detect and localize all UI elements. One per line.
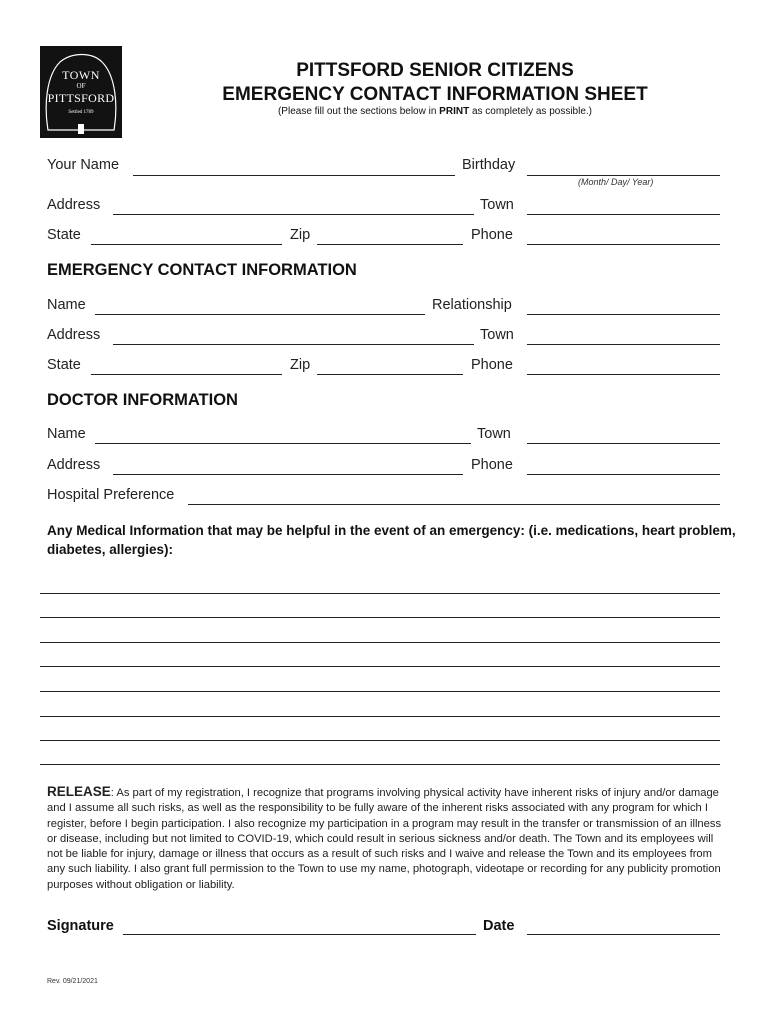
doctor-name-label: Name xyxy=(47,426,86,442)
emergency-state-label: State xyxy=(47,357,81,373)
phone-field[interactable] xyxy=(527,244,720,245)
zip-field[interactable] xyxy=(317,244,463,245)
doctor-heading: DOCTOR INFORMATION xyxy=(47,391,238,409)
medical-line-3[interactable] xyxy=(40,642,720,643)
form-title: PITTSFORD SENIOR CITIZENS xyxy=(296,60,574,81)
form-instructions: (Please fill out the sections below in PRINT as completely as possible.) xyxy=(277,106,593,117)
state-field[interactable] xyxy=(91,244,282,245)
emergency-zip-field[interactable] xyxy=(317,374,463,375)
zip-label: Zip xyxy=(290,227,311,243)
birthday-hint: (Month/ Day/ Year) xyxy=(578,177,654,187)
emergency-phone-label: Phone xyxy=(471,357,513,373)
emergency-address-field[interactable] xyxy=(113,344,474,345)
medical-line-2[interactable] xyxy=(40,617,720,618)
town-field[interactable] xyxy=(527,214,720,215)
medical-line-4[interactable] xyxy=(40,666,720,667)
emergency-zip-label: Zip xyxy=(290,357,311,373)
emergency-phone-field[interactable] xyxy=(527,374,720,375)
phone-label: Phone xyxy=(471,227,513,243)
medical-line-6[interactable] xyxy=(40,716,720,717)
doctor-address-label: Address xyxy=(47,457,101,473)
release-paragraph xyxy=(47,784,727,893)
emergency-town-field[interactable] xyxy=(527,344,720,345)
doctor-phone-label: Phone xyxy=(471,457,513,473)
relationship-field[interactable] xyxy=(527,314,720,315)
doctor-town-field[interactable] xyxy=(527,443,720,444)
state-label: State xyxy=(47,227,81,243)
address-label: Address xyxy=(47,197,101,213)
emergency-heading: EMERGENCY CONTACT INFORMATION xyxy=(47,261,357,279)
signature-label: Signature xyxy=(47,918,114,934)
town-logo xyxy=(40,46,122,138)
form-subtitle: EMERGENCY CONTACT INFORMATION SHEET xyxy=(222,84,648,105)
town-label: Town xyxy=(480,197,514,213)
medical-line-1[interactable] xyxy=(40,593,720,594)
medical-line-5[interactable] xyxy=(40,691,720,692)
logo-settled-text: Settled 1789 xyxy=(68,110,94,115)
emergency-name-label: Name xyxy=(47,297,86,313)
medical-line-8[interactable] xyxy=(40,764,720,765)
doctor-address-field[interactable] xyxy=(113,474,463,475)
emergency-address-label: Address xyxy=(47,327,101,343)
emergency-state-field[interactable] xyxy=(91,374,282,375)
date-field[interactable] xyxy=(527,934,720,935)
emergency-name-field[interactable] xyxy=(95,314,425,315)
hospital-field[interactable] xyxy=(188,504,720,505)
relationship-label: Relationship xyxy=(432,297,512,313)
revision-date: Rev. 09/21/2021 xyxy=(47,978,98,985)
doctor-phone-field[interactable] xyxy=(527,474,720,475)
release-label: RELEASE xyxy=(47,784,111,799)
date-label: Date xyxy=(483,918,515,934)
logo-pittsford-text: PITTSFORD xyxy=(47,91,115,105)
birthday-field[interactable] xyxy=(527,175,720,176)
doctor-name-field[interactable] xyxy=(95,443,471,444)
doctor-town-label: Town xyxy=(477,426,511,442)
medical-question: Any Medical Information that may be helpful in the event of an emergency: (i.e. medications, heart problem, diabetes, allergies): xyxy=(47,523,736,557)
your-name-field[interactable] xyxy=(133,175,455,176)
birthday-label: Birthday xyxy=(462,157,516,173)
emergency-town-label: Town xyxy=(480,327,514,343)
signature-field[interactable] xyxy=(123,934,476,935)
your-name-label: Your Name xyxy=(47,157,120,173)
release-text: : As part of my registration, I recognize that programs involving physical activity have inherent risks of injury and/or damage and I assume all such risks, as well as the responsibility to be fully aware of the inherent risks associated with any program for which I register, before I begin participation. I also recognize my participation in a program may result in the transfer or transmission of an illness or disease, including but not limited to COVID-19, which could result in serious sickness and/or death. The Town and its employees will not be liable for injury, damage or illness that occurs as a result of such risks and I waive and release the Town and its employees from any such liability. I also grant full permission to the Town to use my name, photograph, videotape or recording for any publicity promotion purposes without obligation or liability. xyxy=(47,787,722,891)
address-field[interactable] xyxy=(113,214,474,215)
hospital-label: Hospital Preference xyxy=(47,487,175,503)
logo-of-text: OF xyxy=(76,82,86,90)
medical-line-7[interactable] xyxy=(40,740,720,741)
logo-town-text: TOWN xyxy=(62,68,100,82)
